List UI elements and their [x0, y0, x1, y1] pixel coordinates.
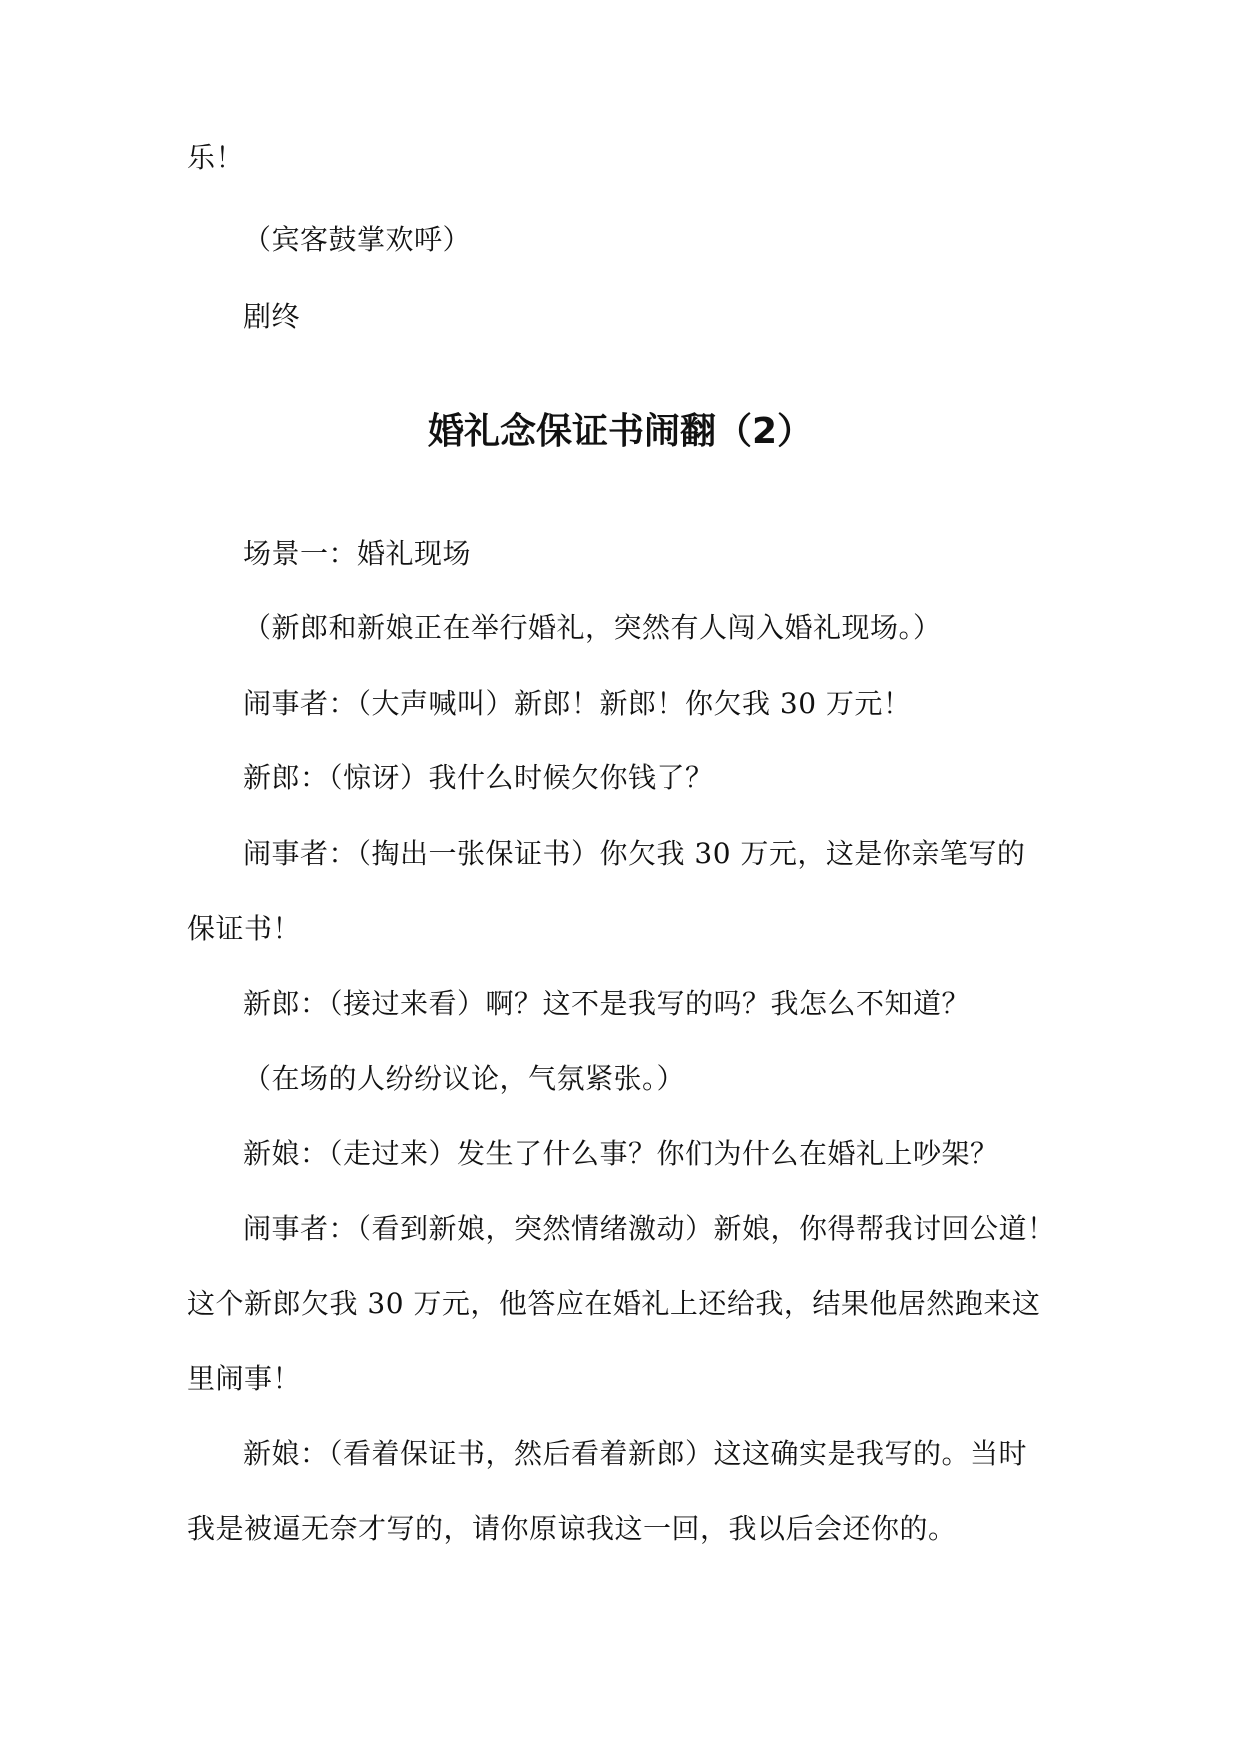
stage-direction: （在场的人纷纷议论，气氛紧张。） — [243, 1062, 686, 1095]
dialogue-line-continued: 我是被逼无奈才写的，请你原谅我这一回，我以后会还你的。 — [187, 1512, 957, 1545]
stage-direction: （新郎和新娘正在举行婚礼，突然有人闯入婚礼现场。） — [243, 611, 942, 644]
stage-direction: （宾客鼓掌欢呼） — [243, 223, 472, 256]
dialogue-line: 新娘：（看着保证书，然后看着新郎）这这确实是我写的。当时 — [243, 1437, 1028, 1470]
dialogue-line-continued: 这个新郎欠我 30 万元，他答应在婚礼上还给我，结果他居然跑来这 — [187, 1287, 1041, 1320]
text-line: 剧终 — [243, 300, 301, 333]
dialogue-line: 新郎：（惊讶）我什么时候欠你钱了？ — [243, 761, 714, 794]
dialogue-line: 闹事者：（掏出一张保证书）你欠我 30 万元，这是你亲笔写的 — [243, 837, 1026, 870]
dialogue-line: 闹事者：（看到新娘，突然情绪激动）新娘，你得帮我讨回公道！ — [243, 1212, 1056, 1245]
dialogue-line-continued: 保证书！ — [187, 912, 302, 945]
scene-heading: 场景一：婚礼现场 — [243, 537, 472, 570]
dialogue-line: 新郎：（接过来看）啊？这不是我写的吗？我怎么不知道？ — [243, 987, 971, 1020]
text-line: 乐！ — [187, 141, 245, 174]
section-title: 婚礼念保证书闹翻（2） — [427, 411, 814, 452]
dialogue-line-continued: 里闹事！ — [187, 1362, 302, 1395]
dialogue-line: 新娘：（走过来）发生了什么事？你们为什么在婚礼上吵架？ — [243, 1137, 999, 1170]
dialogue-line: 闹事者：（大声喊叫）新郎！新郎！你欠我 30 万元！ — [243, 687, 912, 720]
